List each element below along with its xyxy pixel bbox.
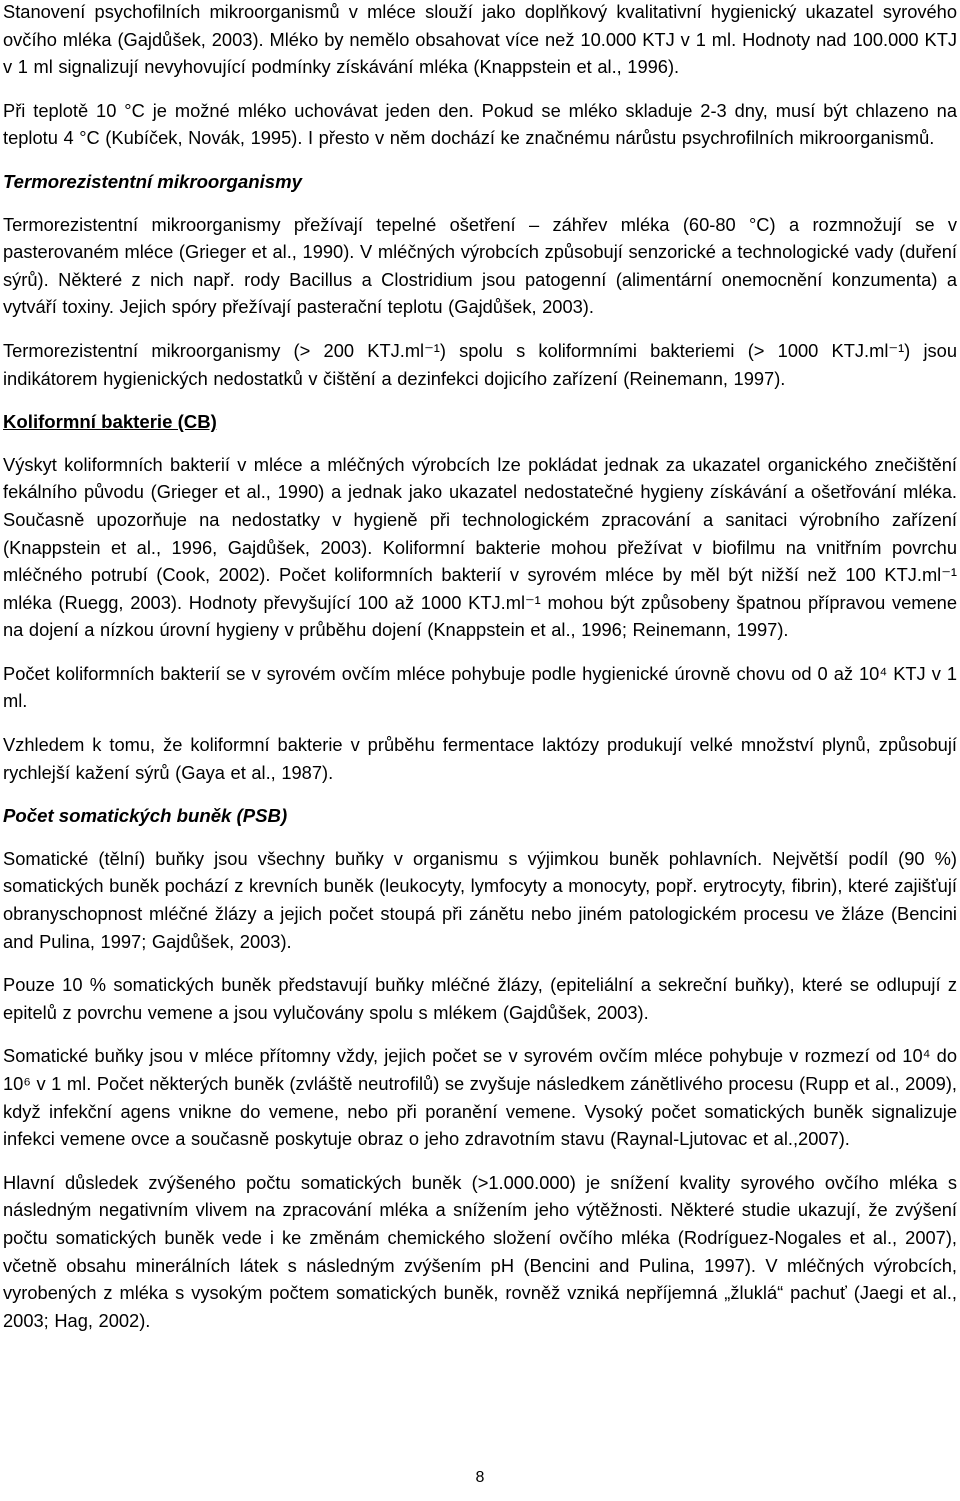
paragraph-koliformni-occurrence: Výskyt koliformních bakterií v mléce a mléčných výrobcích lze pokládat jednak za ukazatel organického znečištění fekálního původu (Grieger et al., 1990) a jednak jako ukazatel nedostatečné hygieny získávání a ošetřování mléka. Současně upozorňuje na nedostatky v hygieně při technologickém zpracování a sanitaci výrobního zařízení (Knappstein et al., 1996, Gajdůšek, 2003). Koliformní bakterie mohou přežívat v biofilmu na vnitřním povrchu mléčného potrubí (Cook, 2002). Počet koliformních bakterií v syrovém mléce by měl být nižší než 100 KTJ.ml⁻¹ mléka (Ruegg, 2003). Hodnoty převyšující 100 až 1000 KTJ.ml⁻¹ mohou být způsobeny špatnou přípravou vemene na dojení a nízkou úrovní hygieny v průběhu dojení (Knappstein et al., 1996; Reinemann, 1997). — [3, 453, 957, 641]
paragraph-somaticke-range: Somatické buňky jsou v mléce přítomny vždy, jejich počet se v syrovém ovčím mléce pohybuje v rozmezí od 10⁴ do 10⁶ v 1 ml. Počet některých buněk (zvláště neutrofilů) se zvyšuje následkem zánětlivého procesu (Rupp et al., 2009), když infekční agens vnikne do vemene, nebo při poranění vemene. Vysoký počet somatických buněk signalizuje infekci vemene ovce a současně poskytuje obraz o jeho zdravotním stavu (Raynal-Ljutovac et al.,2007). — [3, 1045, 957, 1150]
section-heading-somaticke-bunky: Počet somatických buněk (PSB) — [3, 805, 288, 827]
paragraph-psychrofilni-intro: Stanovení psychofilních mikroorganismů v mléce slouží jako doplňkový kvalitativní hygienický ukazatel syrového ovčího mléka (Gajdůšek, 2003). Mléko by nemělo obsahovat více než 10.000 KTJ v 1 ml. Hodnoty nad 100.000 KTJ v 1 ml signalizují nevyhovující podmínky získávání mléka (Knappstein et al., 1996). — [3, 1, 957, 78]
paragraph-koliformni-count: Počet koliformních bakterií se v syrovém ovčím mléce pohybuje podle hygienické úrovně chovu od 0 až 10⁴ KTJ v 1 ml. — [3, 662, 957, 712]
section-heading-termorezistentni: Termorezistentní mikroorganismy — [3, 170, 302, 192]
paragraph-termorezistentni-survival: Termorezistentní mikroorganismy přežívají tepelné ošetření – záhřev mléka (60-80 °C) a rozmnožují se v pasterovaném mléce (Grieger et al., 1990). V mléčných výrobcích způsobují senzorické a technologické vady (duření sýrů). Některé z nich např. rody Bacillus a Clostridium jsou patogenní (alimentární onemocnění konzumenta) a vytváří toxiny. Jejich spóry přežívají pasterační teplotu (Gajdůšek, 2003). — [3, 213, 957, 318]
paragraph-koliformni-fermentation: Vzhledem k tomu, že koliformní bakterie v průběhu fermentace laktózy produkují velké množství plynů, způsobují rychlejší kažení sýrů (Gaya et al., 1987). — [3, 734, 957, 783]
page-number: 8 — [475, 1469, 485, 1486]
paragraph-temperature-storage: Při teplotě 10 °C je možné mléko uchovávat jeden den. Pokud se mléko skladuje 2-3 dny, musí být chlazeno na teplotu 4 °C (Kubíček, Novák, 1995). I přesto v něm dochází ke značnému nárůstu psychrofilních mikroorganismů. — [3, 99, 957, 149]
paragraph-somaticke-definition: Somatické (tělní) buňky jsou všechny buňky v organismu s výjimkou buněk pohlavních. Největší podíl (90 %) somatických buněk pochází z krevních buněk (leukocyty, lymfocyty a monocyty, popř. erytrocyty, fibrin), které zajišťují obranyschopnost mléčné žlázy a jejich počet stoupá při zánětu nebo jiném patologickém procesu ve žláze (Bencini and Pulina, 1997; Gajdůšek, 2003). — [3, 847, 957, 952]
document-page — [3, 0, 957, 1350]
section-heading-koliformni: Koliformní bakterie (CB) — [3, 411, 217, 433]
paragraph-somaticke-epithelial: Pouze 10 % somatických buněk představují buňky mléčné žlázy, (epiteliální a sekreční buňky), které se odlupují z epitelů z povrchu vemene a jsou vylučovány spolu s mlékem (Gajdůšek, 2003). — [3, 974, 957, 1023]
paragraph-termorezistentni-indicator: Termorezistentní mikroorganismy (> 200 KTJ.ml⁻¹) spolu s koliformními bakteriemi (> 1000 KTJ.ml⁻¹) jsou indikátorem hygienických nedostatků v čištění a dezinfekci dojicího zařízení (Reinemann, 1997). — [3, 339, 957, 389]
paragraph-somaticke-consequence: Hlavní důsledek zvýšeného počtu somatických buněk (>1.000.000) je snížení kvality syrového ovčího mléka s následným negativním vlivem na zpracování mléka a snížením jeho výtěžnosti. Některé studie ukazují, že zvýšení počtu somatických buněk vede i ke změnám chemického složení ovčího mléka (Rodríguez-Nogales et al., 2007), včetně obsahu minerálních látek s následným zvýšením pH (Bencini and Pulina, 1997). V mléčných výrobcích, vyrobených z mléka s vysokým počtem somatických buněk, rovněž vzniká nepříjemná „žluklá“ pachuť (Jaegi et al., 2003; Hag, 2002). — [3, 1171, 957, 1331]
